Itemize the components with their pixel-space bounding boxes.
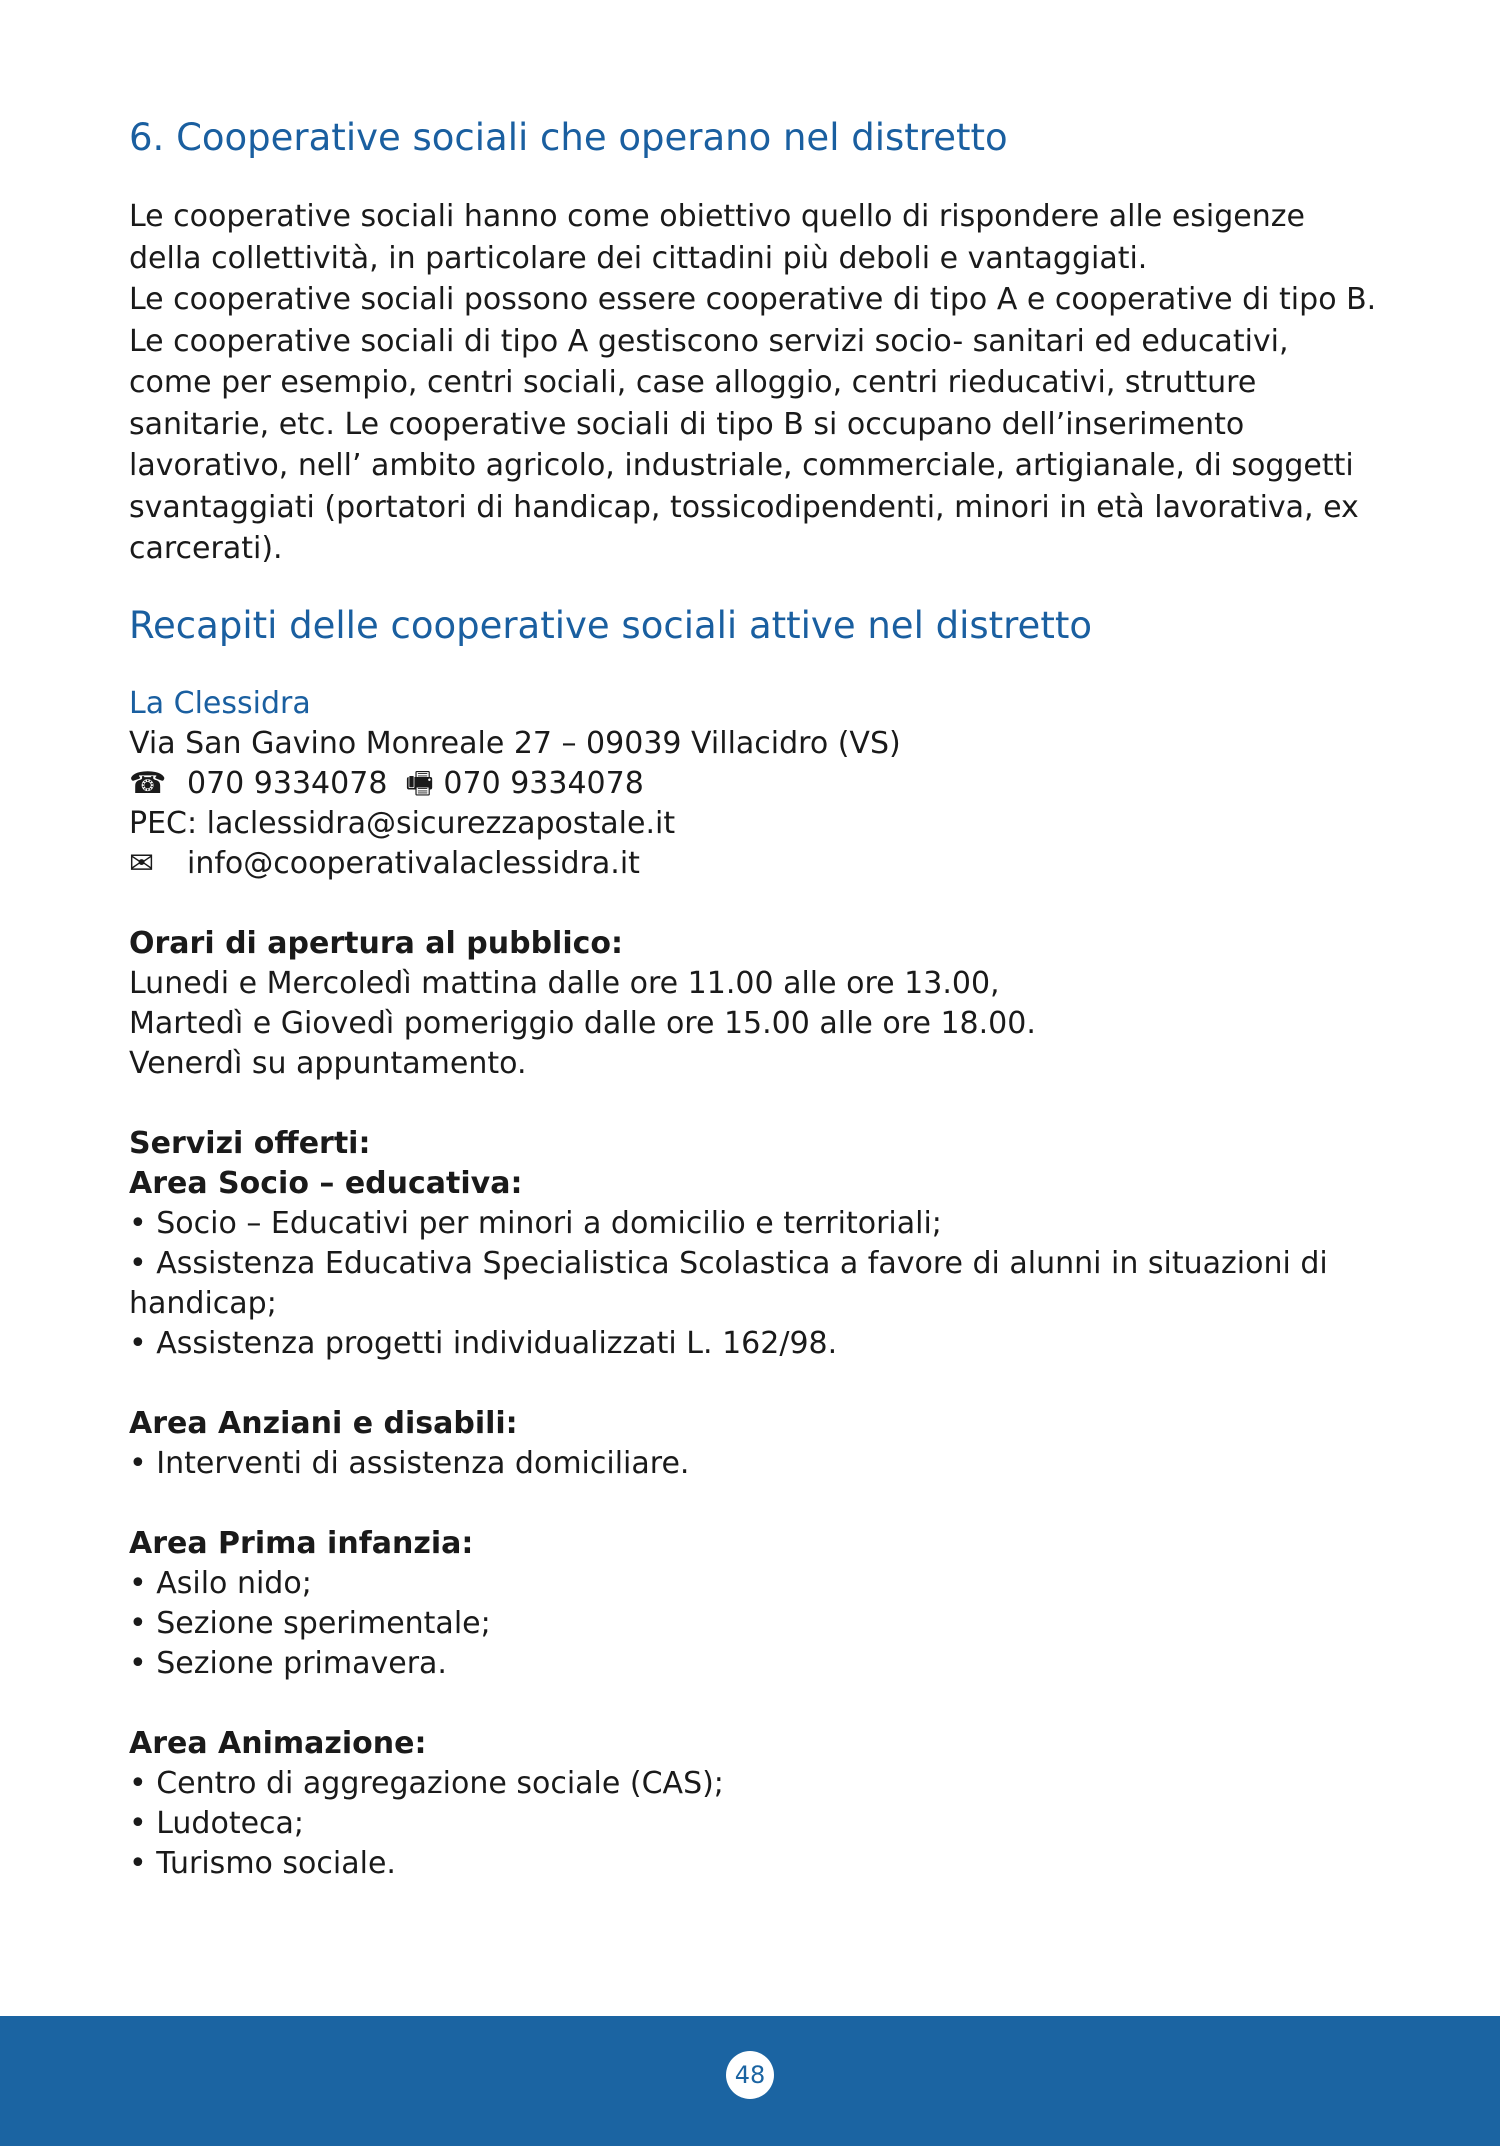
list-item: • Ludoteca;: [129, 1805, 305, 1841]
area-list: [129, 1444, 1379, 1484]
list-item: • Sezione primavera.: [129, 1645, 447, 1681]
list-item: • Assistenza Educativa Specialistica Scolastica a favore di alunni in situazioni di handicap;: [129, 1245, 1328, 1321]
phone-icon: ☎: [129, 765, 167, 801]
area-title: Area Anziani e disabili:: [129, 1405, 518, 1441]
intro-text: [129, 196, 1379, 570]
coop-pec[interactable]: PEC: laclessidra@sicurezzapostale.it: [129, 805, 676, 841]
coop-phone-line: [129, 764, 1379, 804]
area-title: Area Socio – educativa:: [129, 1165, 523, 1201]
services: [129, 1124, 1379, 1364]
hours-line: Lunedi e Mercoledì mattina dalle ore 11.00 alle ore 13.00,: [129, 965, 1000, 1001]
coop-phone: 070 9334078: [187, 765, 388, 801]
hours-title: Orari di apertura al pubblico:: [129, 925, 624, 961]
coop-email-line: [129, 844, 1379, 884]
opening-hours: [129, 924, 1379, 1084]
list-item: • Turismo sociale.: [129, 1845, 396, 1881]
list-item: • Asilo nido;: [129, 1565, 312, 1601]
area-title: Area Animazione:: [129, 1725, 427, 1761]
list-item: • Socio – Educativi per minori a domicilio e territoriali;: [129, 1205, 942, 1241]
coop-address: Via San Gavino Monreale 27 – 09039 Villacidro (VS): [129, 725, 901, 761]
list-item: • Sezione sperimentale;: [129, 1605, 491, 1641]
intro-paragraph: Le cooperative sociali possono essere cooperative di tipo A e cooperative di tipo B.: [129, 282, 1377, 317]
hours-line: Martedì e Giovedì pomeriggio dalle ore 15.00 alle ore 18.00.: [129, 1005, 1036, 1041]
intro-paragraph: Le cooperative sociali di tipo A gestiscono servizi socio- sanitari ed educativi, come per esempio, centri sociali, case alloggio, centri rieducativi, strutture sanitarie, etc. Le cooperative sociali di tipo B si occupano dell’inserimento lavorativo, nell’ ambito agricolo, industriale, commerciale, artigianale, di soggetti svantaggiati (portatori di handicap, tossicodipendenti, minori in età lavorativa, ex carcerati).: [129, 323, 1359, 566]
intro-paragraph: Le cooperative sociali hanno come obiettivo quello di rispondere alle esigenze della collettività, in particolare dei cittadini più deboli e vantaggiati.: [129, 199, 1305, 276]
page-content: [129, 110, 1379, 1884]
fax-icon: 🖷: [405, 765, 434, 801]
coop-name: La Clessidra: [129, 685, 311, 721]
coop-fax: 070 9334078: [443, 765, 644, 801]
list-item: • Interventi di assistenza domiciliare.: [129, 1445, 690, 1481]
area-list: [129, 1764, 1379, 1884]
section-title: 6. Cooperative sociali che operano nel distretto: [129, 116, 1008, 159]
hours-line: Venerdì su appuntamento.: [129, 1045, 527, 1081]
envelope-icon: ✉: [129, 845, 155, 881]
area-list: [129, 1204, 1379, 1364]
page-number: 48: [726, 2051, 774, 2099]
list-item: • Assistenza progetti individualizzati L. 162/98.: [129, 1325, 838, 1361]
services-title: Servizi offerti:: [129, 1125, 371, 1161]
area-list: [129, 1564, 1379, 1684]
coop-email[interactable]: info@cooperativalaclessidra.it: [187, 845, 640, 881]
contacts-title: Recapiti delle cooperative sociali attive nel distretto: [129, 603, 1092, 647]
area-section: [129, 1724, 1379, 1884]
area-section: [129, 1404, 1379, 1484]
list-item: • Centro di aggregazione sociale (CAS);: [129, 1765, 724, 1801]
area-title: Area Prima infanzia:: [129, 1525, 474, 1561]
area-section: [129, 1524, 1379, 1684]
